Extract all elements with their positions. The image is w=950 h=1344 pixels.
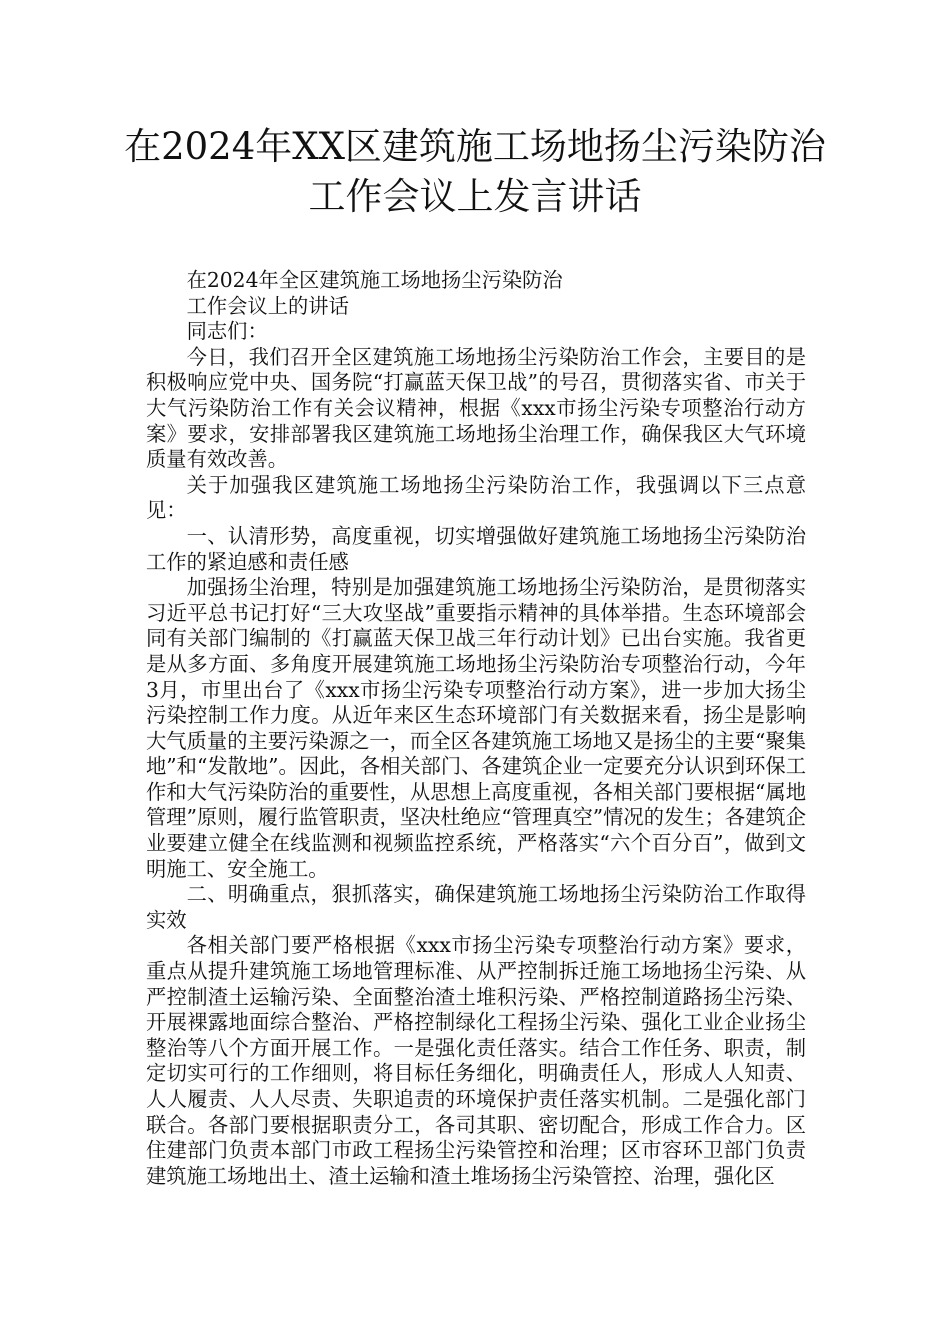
paragraph-section-2: 各相关部门要严格根据《xxx市扬尘污染专项整治行动方案》要求，重点从提升建筑施工场地管理标准、从严控制拆迁施工场地扬尘污染、从严控制渣土运输污染、全面整治渣土堆积污染、严格控制道路扬尘污染、开展裸露地面综合整治、严格控制绿化工程扬尘污染、强化工业企业扬尘整治等八个方面开展工作。一是强化责任落实。结合工作任务、职责，制定切实可行的工作细则，将目标任务细化，明确责任人，形成人人知责、人人履责、人人尽责、失职追责的环境保护责任落实机制。二是强化部门联合。各部门要根据职责分工，各司其职、密切配合，形成工作合力。区住建部门负责本部门市政工程扬尘污染管控和治理；区市容环卫部门负责建筑施工场地出土、渣土运输和渣土堆场扬尘污染管控、治理，强化区 [146,933,806,1188]
paragraph-section-1: 加强扬尘治理，特别是加强建筑施工场地扬尘污染防治，是贯彻落实习近平总书记打好“三大攻坚战”重要指示精神的具体举措。生态环境部会同有关部门编制的《打赢蓝天保卫战三年行动计划》已出台实施。我省更是从多方面、多角度开展建筑施工场地扬尘污染防治专项整治行动，今年3月，市里出台了《xxx市扬尘污染专项整治行动方案》，进一步加大扬尘污染控制工作力度。从近年来区生态环境部门有关数据来看，扬尘是影响大气质量的主要污染源之一，而全区各建筑施工场地又是扬尘的主要“聚集地”和“发散地”。因此，各相关部门、各建筑企业一定要充分认识到环保工作和大气污染防治的重要性，从思想上高度重视，各相关部门要根据“属地管理”原则，履行监管职责，坚决杜绝应“管理真空”情况的发生；各建筑企业要建立健全在线监测和视频监控系统，严格落实“六个百分百”，做到文明施工、安全施工。 [146,575,806,881]
document-title [120,122,830,222]
section-heading-1: 一、认清形势，高度重视，切实增强做好建筑施工场地扬尘污染防治工作的紧迫感和责任感 [146,523,806,574]
paragraph-intro: 今日，我们召开全区建筑施工场地扬尘污染防治工作会，主要目的是积极响应党中央、国务院“打赢蓝天保卫战”的号召，贯彻落实省、市关于大气污染防治工作有关会议精神，根据《xxx市扬尘污染专项整治行动方案》要求，安排部署我区建筑施工场地扬尘治理工作，确保我区大气环境质量有效改善。 [146,344,806,472]
document-title-line-1: 在2024年XX区建筑施工场地扬尘污染防治 [124,125,826,168]
document-body [146,268,806,1189]
salutation: 同志们： [186,319,268,344]
speech-heading-line-1: 在2024年全区建筑施工场地扬尘污染防治 [186,268,563,292]
section-heading-2: 二、明确重点，狠抓落实，确保建筑施工场地扬尘污染防治工作取得实效 [146,882,806,932]
paragraph-three-points: 关于加强我区建筑施工场地扬尘污染防治工作，我强调以下三点意见： [146,472,806,523]
speech-heading-line-2: 工作会议上的讲话 [186,293,349,318]
document-title-line-2: 工作会议上发言讲话 [308,175,642,218]
